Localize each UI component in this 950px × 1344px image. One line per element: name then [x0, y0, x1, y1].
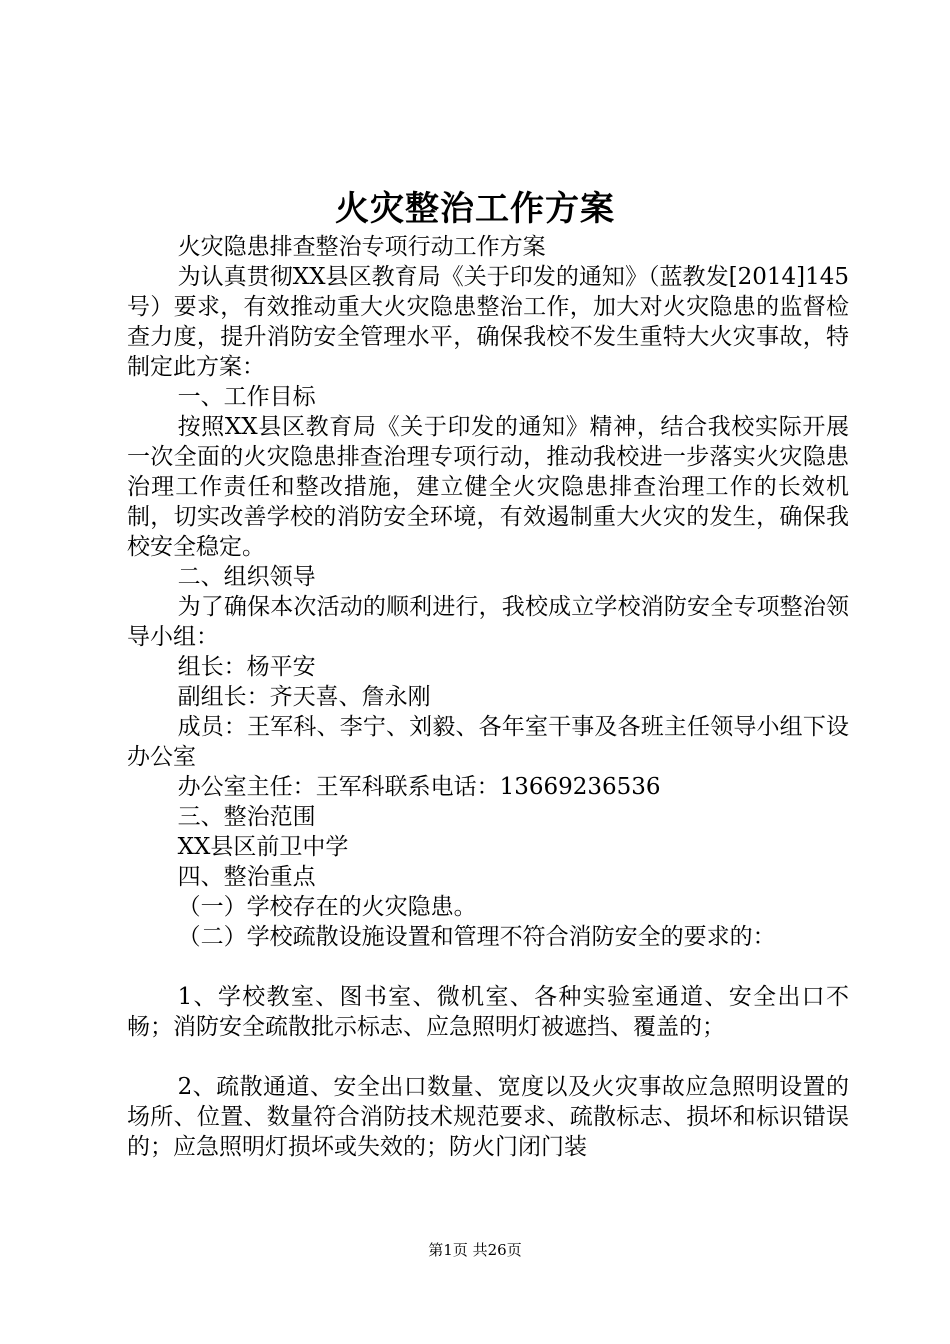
organization-paragraph: 为了确保本次活动的顺利进行，我校成立学校消防安全专项整治领导小组： [127, 594, 849, 650]
focus-item-1: （一）学校存在的火灾隐患。 [177, 894, 477, 920]
document-body [127, 232, 849, 1162]
section-heading-scope: 三、整治范围 [177, 804, 316, 830]
office-director-line: 办公室主任：王军科联系电话：13669236536 [177, 774, 661, 800]
section-heading-organization: 二、组织领导 [177, 564, 316, 590]
section-heading-goals: 一、工作目标 [177, 384, 316, 410]
subtitle-paragraph: 火灾隐患排查整治专项行动工作方案 [177, 234, 546, 260]
members-line: 成员：王军科、李宁、刘毅、各年室干事及各班主任领导小组下设办公室 [127, 714, 849, 770]
leader-line: 组长：杨平安 [177, 654, 316, 680]
focus-subitem-2: 2、疏散通道、安全出口数量、宽度以及火灾事故应急照明设置的场所、位置、数量符合消防技术规范要求、疏散标志、损坏和标识错误的；应急照明灯损坏或失效的；防火门闭门装 [127, 1074, 849, 1160]
section-heading-focus: 四、整治重点 [177, 864, 316, 890]
scope-line: XX县区前卫中学 [177, 834, 349, 860]
document-title: 火灾整治工作方案 [335, 189, 615, 229]
goals-paragraph: 按照XX县区教育局《关于印发的通知》精神，结合我校实际开展一次全面的火灾隐患排查治理专项行动，推动我校进一步落实火灾隐患治理工作责任和整改措施，建立健全火灾隐患排查治理工作的长效机制，切实改善学校的消防安全环境，有效遏制重大火灾的发生，确保我校安全稳定。 [127, 414, 849, 560]
focus-item-2: （二）学校疏散设施设置和管理不符合消防安全的要求的： [177, 924, 776, 950]
page-footer: 第1页 共26页 [428, 1241, 522, 1259]
focus-subitem-1: 1、学校教室、图书室、微机室、各种实验室通道、安全出口不畅；消防安全疏散批示标志、应急照明灯被遮挡、覆盖的； [127, 984, 849, 1040]
intro-paragraph: 为认真贯彻XX县区教育局《关于印发的通知》（蓝教发[2014]145号）要求，有效推动重大火灾隐患整治工作，加大对火灾隐患的监督检查力度，提升消防安全管理水平，确保我校不发生重特大火灾事故，特制定此方案： [127, 264, 849, 380]
deputy-leader-line: 副组长：齐天喜、詹永刚 [177, 684, 431, 710]
